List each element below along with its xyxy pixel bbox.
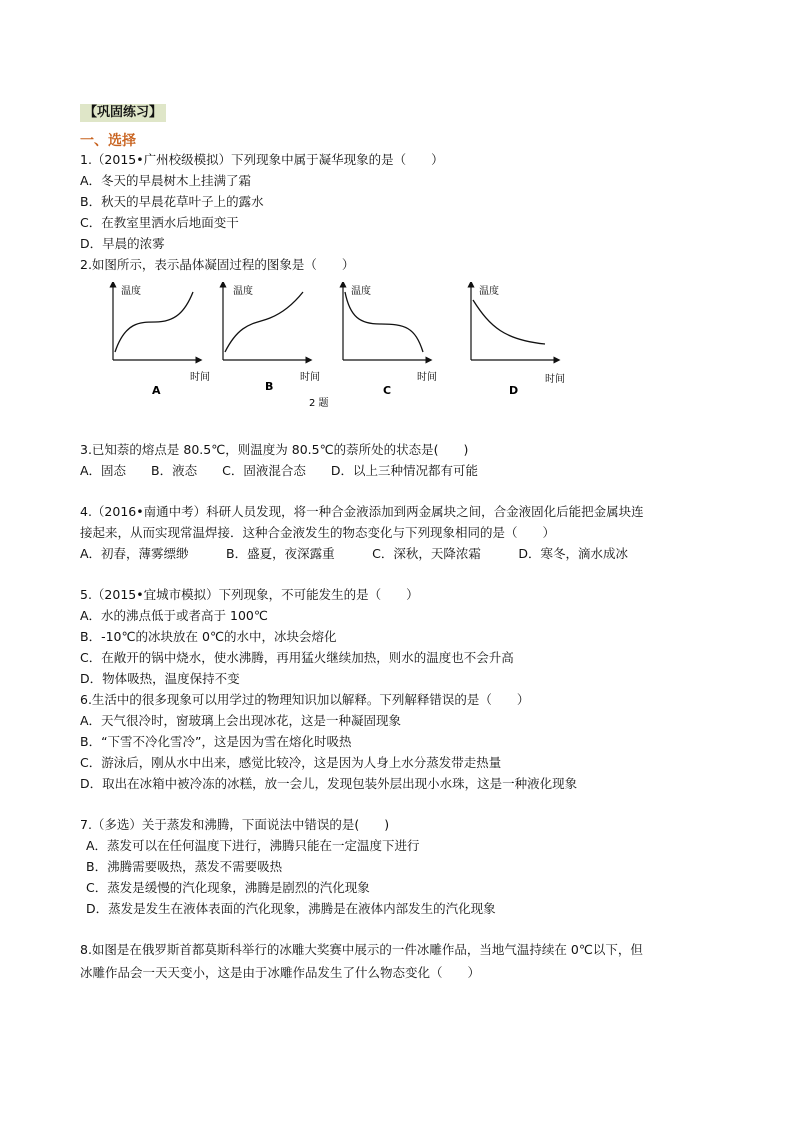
graph-c [343,284,437,397]
graph-b-ylabel: 温度 [233,286,253,297]
q1-option-b: B．秋天的早晨花草叶子上的露水 [80,194,264,209]
graph-a-ylabel: 温度 [121,286,141,297]
q6-stem: 6.生活中的很多现象可以用学过的物理知识加以解释。下列解释错误的是（ ） [80,692,530,707]
q2-stem: 2.如图所示，表示晶体凝固过程的图象是（ ） [80,257,355,272]
q8-stem-line1: 8.如图是在俄罗斯首都莫斯科举行的冰雕大奖赛中展示的一件冰雕作品，当地气温持续在 0℃以下，但 [80,942,643,957]
graph-b-xlabel: 时间 [300,372,320,383]
q7-option-a: A．蒸发可以在任何温度下进行，沸腾只能在一定温度下进行 [86,838,420,853]
q6-option-d: D．取出在冰箱中被冷冻的冰糕，放一会儿，发现包装外层出现小水珠，这是一种液化现象 [80,776,578,791]
graph-d [471,284,565,397]
q3-options: A．固态 B．液态 C．固液混合态 D．以上三种情况都有可能 [80,463,478,478]
graph-b [223,284,320,393]
q6-option-b: B．“下雪不冷化雪冷”，这是因为雪在熔化时吸热 [80,734,352,749]
q7-option-d: D．蒸发是发生在液体表面的汽化现象，沸腾是在液体内部发生的汽化现象 [86,901,496,916]
graph-a-label: A [152,384,161,397]
q1-option-c: C．在教室里洒水后地面变干 [80,215,239,230]
graph-d-label: D [509,384,519,397]
q4-stem-line1: 4.（2016•南通中考）科研人员发现，将一种合金液添加到两金属块之间，合金液固化后能把金属块连 [80,504,644,519]
q3-stem: 3.已知萘的熔点是 80.5℃，则温度为 80.5℃的萘所处的状态是( ) [80,442,469,457]
q1-option-d: D．早晨的浓雾 [80,236,165,251]
graph-c-label: C [383,384,392,397]
q7-stem: 7.（多选）关于蒸发和沸腾，下面说法中错误的是( ) [80,817,390,832]
q7-option-b: B．沸腾需要吸热，蒸发不需要吸热 [86,859,283,874]
graph-d-xlabel: 时间 [545,374,565,385]
q8-stem-line2: 冰雕作品会一天天变小，这是由于冰雕作品发生了什么物态变化（ ） [80,965,481,980]
q4-options: A．初春，薄雾缥缈 B．盛夏，夜深露重 C．深秋，天降浓霜 D．寒冬，滴水成冰 [80,546,628,561]
q1-stem: 1.（2015•广州校级模拟）下列现象中属于凝华现象的是（ ） [80,152,444,167]
graph-a-xlabel: 时间 [190,372,210,383]
q5-option-b: B．-10℃的冰块放在 0℃的水中，冰块会熔化 [80,629,337,644]
q7-option-c: C．蒸发是缓慢的汽化现象，沸腾是剧烈的汽化现象 [86,880,370,895]
q5-option-a: A．水的沸点低于或者高于 100℃ [80,608,268,623]
graph-a [113,284,210,397]
q5-option-d: D．物体吸热，温度保持不变 [80,671,240,686]
q4-stem-line2: 接起来，从而实现常温焊接．这种合金液发生的物态变化与下列现象相同的是（ ） [80,525,556,540]
exercise-tag: 【巩固练习】 [80,104,166,122]
q5-stem: 5.（2015•宜城市模拟）下列现象，不可能发生的是（ ） [80,587,419,602]
graph-c-xlabel: 时间 [417,372,437,383]
graph-b-label: B [265,380,274,393]
graph-d-ylabel: 温度 [479,286,499,297]
q6-option-c: C．游泳后，刚从水中出来，感觉比较冷，这是因为人身上水分蒸发带走热量 [80,755,502,770]
q6-option-a: A．天气很冷时，窗玻璃上会出现冰花，这是一种凝固现象 [80,713,402,728]
graph-c-ylabel: 温度 [351,286,371,297]
q2-graphs-figure [95,282,595,412]
q2-figure-caption: 2 题 [309,398,329,409]
q1-option-a: A．冬天的早晨树木上挂满了霜 [80,173,252,188]
q5-option-c: C．在敞开的锅中烧水，使水沸腾，再用猛火继续加热，则水的温度也不会升高 [80,650,514,665]
section-heading: 一、选择 [80,133,136,149]
